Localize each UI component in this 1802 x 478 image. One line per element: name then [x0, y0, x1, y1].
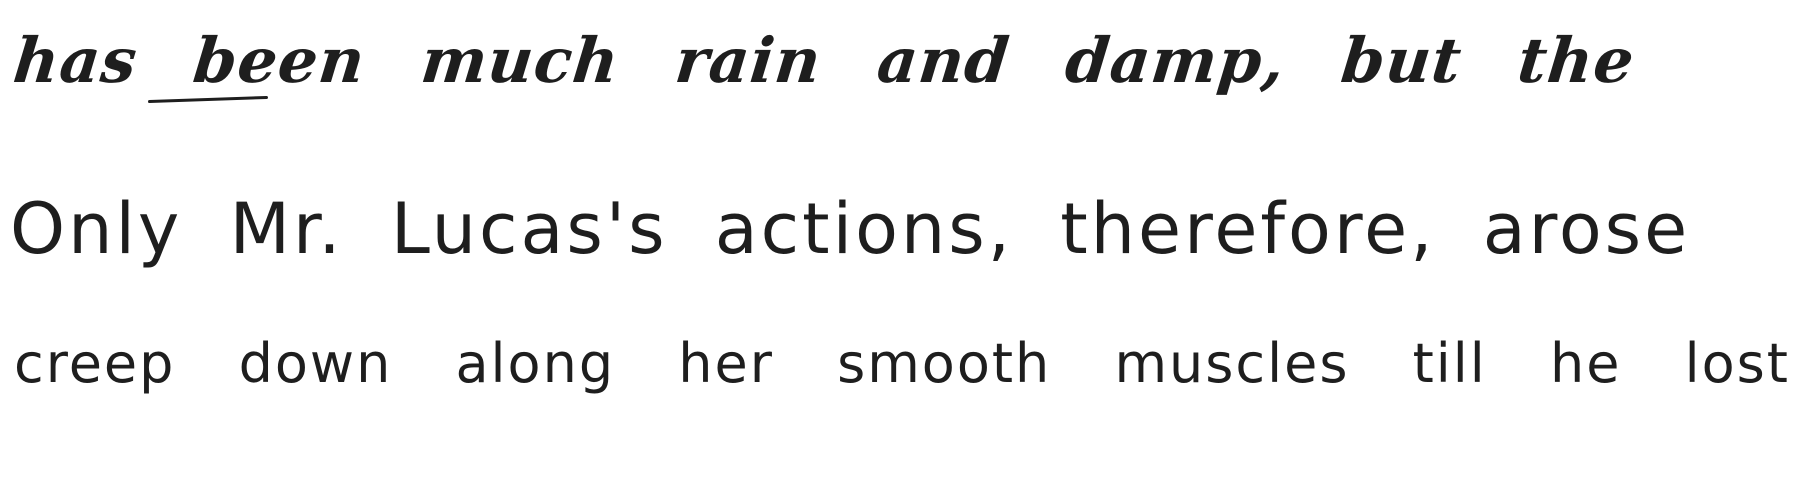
handwritten-line-3: creep down along her smooth muscles till he lost [14, 332, 1790, 395]
handwritten-line-1: has been much rain and damp, but the [10, 24, 1639, 97]
handwritten-line-2: Only Mr. Lucas's actions, therefore, arose [10, 188, 1691, 270]
